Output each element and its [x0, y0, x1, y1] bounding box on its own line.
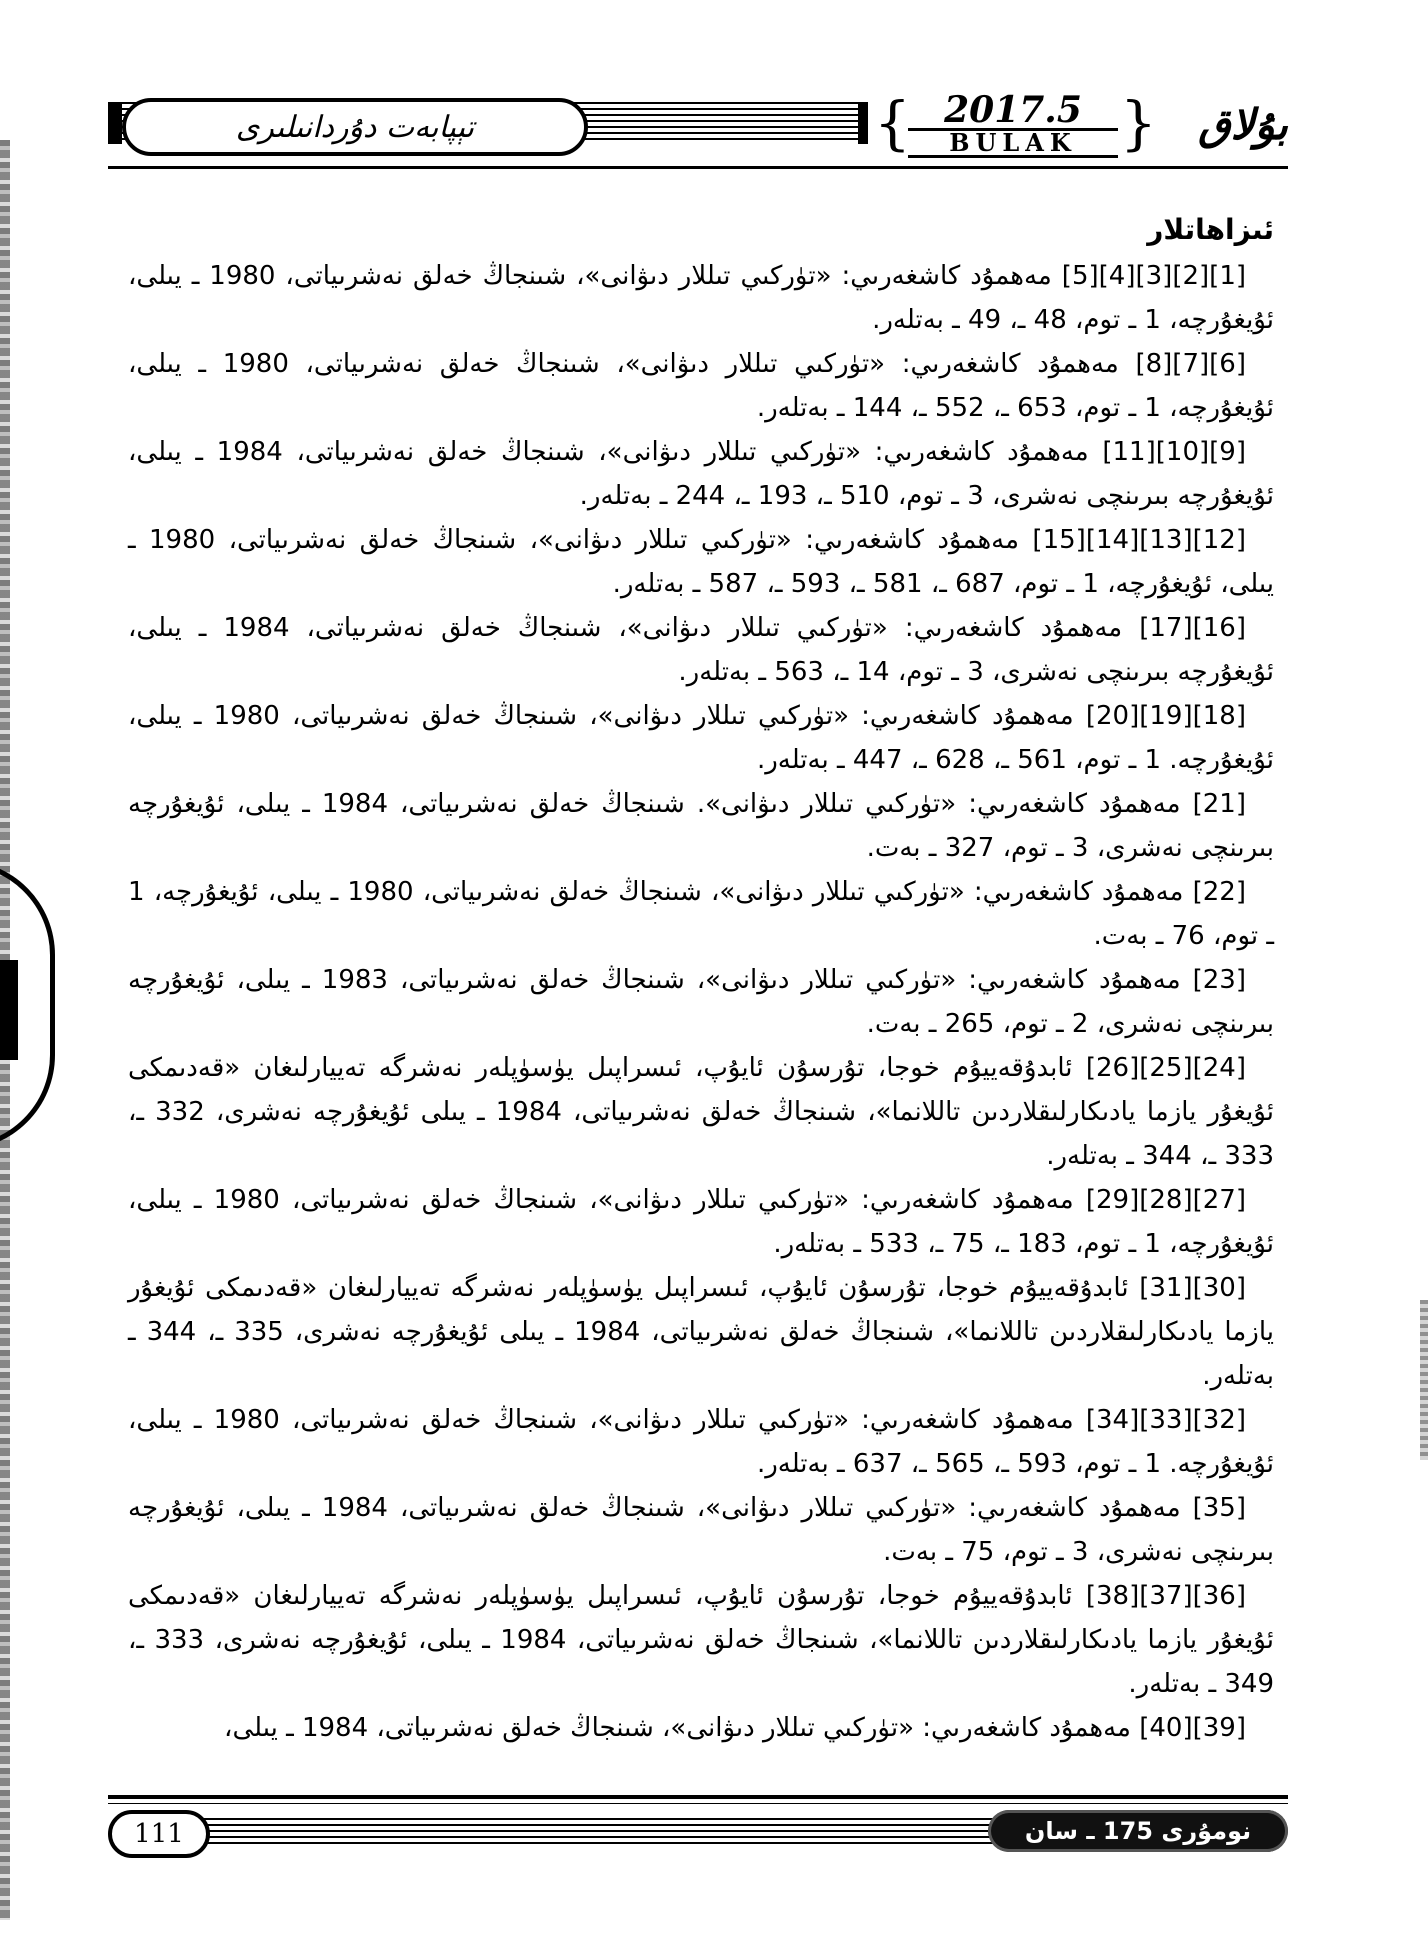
magazine-logo: بۇلاق [1198, 100, 1288, 149]
footer-divider-thin [108, 1803, 1288, 1804]
issue-date: 2017.5 [944, 89, 1082, 131]
reference-item: [9][10][11] مەھمۇد كاشغەرىي: «تۈركىي تىللار دىۋانى»، شىنجاڭ خەلق نەشرىياتى، 1984 ـ يىلى، ئۇيغۇرچە بىرىنچى نەشرى، 3 ـ توم، 510 ـ، 193 ـ، 244 ـ بەتلەر. [128, 437, 1274, 511]
reference-item: [22] مەھمۇد كاشغەرىي: «تۈركىي تىللار دىۋانى»، شىنجاڭ خەلق نەشرىياتى، 1980 ـ يىلى، ئۇيغۇرچە، 1 ـ توم، 76 ـ بەت. [128, 877, 1274, 951]
reference-item: [35] مەھمۇد كاشغەرىي: «تۈركىي تىللار دىۋانى»، شىنجاڭ خەلق نەشرىياتى، 1984 ـ يىلى، ئۇيغۇرچە بىرىنچى نەشرى، 3 ـ توم، 75 ـ بەت. [128, 1493, 1274, 1567]
issue-number-badge [988, 1810, 1288, 1852]
reference-item: [6][7][8] مەھمۇد كاشغەرىي: «تۈركىي تىللار دىۋانى»، شىنجاڭ خەلق نەشرىياتى، 1980 ـ يىلى، ئۇيغۇرچە، 1 ـ توم، 653 ـ، 552 ـ، 144 ـ بەتلەر. [128, 349, 1274, 423]
header-divider [108, 166, 1288, 169]
reference-item: [24][25][26] ئابدۇقەييۇم خوجا، تۇرسۇن ئايۇپ، ئىسراپىل يۈسۈپلەر نەشرگە تەييارلىغان «قەدىمكى ئۇيغۇر يازما يادىكارلىقلاردىن تاللانما»، شىنجاڭ خەلق نەشرىياتى، 1984 ـ يىلى ئۇيغۇرچە نەشرى، 332 ـ، 333 ـ، 344 ـ بەتلەر. [128, 1053, 1274, 1171]
references-heading: ئىزاھاتلار [1147, 213, 1274, 246]
reference-item: [30][31] ئابدۇقەييۇم خوجا، تۇرسۇن ئايۇپ، ئىسراپىل يۈسۈپلەر نەشرگە تەييارلىغان «قەدىمكى ئۇيغۇر يازما يادىكارلىقلاردىن تاللانما»، شىنجاڭ خەلق نەشرىياتى، 1984 ـ يىلى ئۇيغۇرچە نەشرى، 335 ـ، 344 ـ بەتلەر. [128, 1273, 1274, 1391]
magazine-latin-name: BULAK [908, 128, 1118, 158]
reference-item: [32][33][34] مەھمۇد كاشغەرىي: «تۈركىي تىللار دىۋانى»، شىنجاڭ خەلق نەشرىياتى، 1980 ـ يىلى، ئۇيغۇرچە. 1 ـ توم، 593 ـ، 565 ـ، 637 ـ بەتلەر. [128, 1405, 1274, 1479]
section-title-badge [122, 98, 588, 156]
footer-rule-lines [180, 1818, 1010, 1846]
scan-edge-right [1420, 1300, 1428, 1460]
reference-item: [36][37][38] ئابدۇقەييۇم خوجا، تۇرسۇن ئايۇپ، ئىسراپىل يۈسۈپلەر نەشرگە تەييارلىغان «قەدىمكى ئۇيغۇر يازما يادىكارلىقلاردىن تاللانما»، شىنجاڭ خەلق نەشرىياتى، 1984 ـ يىلى، ئۇيغۇرچە نەشرى، 333 ـ، 349 ـ بەتلەر. [128, 1581, 1274, 1699]
reference-item: [16][17] مەھمۇد كاشغەرىي: «تۈركىي تىللار دىۋانى»، شىنجاڭ خەلق نەشرىياتى، 1984 ـ يىلى، ئۇيغۇرچە بىرىنچى نەشرى، 3 ـ توم، 14 ـ، 563 ـ بەتلەر. [128, 613, 1274, 687]
reference-item: [39][40] مەھمۇد كاشغەرىي: «تۈركىي تىللار دىۋانى»، شىنجاڭ خەلق نەشرىياتى، 1984 ـ يىلى، [224, 1713, 1246, 1743]
reference-item: [27][28][29] مەھمۇد كاشغەرىي: «تۈركىي تىللار دىۋانى»، شىنجاڭ خەلق نەشرىياتى، 1980 ـ يىلى، ئۇيغۇرچە، 1 ـ توم، 183 ـ، 75 ـ، 533 ـ بەتلەر. [128, 1185, 1274, 1259]
page-header [108, 89, 1288, 162]
reference-item: [12][13][14][15] مەھمۇد كاشغەرىي: «تۈركىي تىللار دىۋانى»، شىنجاڭ خەلق نەشرىياتى، 1980 ـ يىلى، ئۇيغۇرچە، 1 ـ توم، 687 ـ، 581 ـ، 593 ـ، 587 ـ بەتلەر. [128, 525, 1274, 599]
issue-number-text: نومۇرى 175 ـ سان [1024, 1817, 1252, 1845]
bracket-left: { [874, 89, 911, 157]
scan-ink-blot [0, 960, 18, 1060]
reference-item: [21] مەھمۇد كاشغەرىي: «تۈركىي تىللار دىۋانى». شىنجاڭ خەلق نەشرىياتى، 1984 ـ يىلى، ئۇيغۇرچە بىرىنچى نەشرى، 3 ـ توم، 327 ـ بەت. [128, 789, 1274, 863]
reference-item: [18][19][20] مەھمۇد كاشغەرىي: «تۈركىي تىللار دىۋانى»، شىنجاڭ خەلق نەشرىياتى، 1980 ـ يىلى، ئۇيغۇرچە. 1 ـ توم، 561 ـ، 628 ـ، 447 ـ بەتلەر. [128, 701, 1274, 775]
page-number: 111 [108, 1810, 210, 1858]
footer-divider [108, 1795, 1288, 1799]
reference-item: [1][2][3][4][5] مەھمۇد كاشغەرىي: «تۈركىي تىللار دىۋانى»، شىنجاڭ خەلق نەشرىياتى، 1980 ـ يىلى، ئۇيغۇرچە، 1 ـ توم، 48 ـ، 49 ـ بەتلەر. [128, 261, 1274, 335]
bracket-right: } [1120, 89, 1157, 157]
reference-item: [23] مەھمۇد كاشغەرىي: «تۈركىي تىللار دىۋانى»، شىنجاڭ خەلق نەشرىياتى، 1983 ـ يىلى، ئۇيغۇرچە بىرىنچى نەشرى، 2 ـ توم، 265 ـ بەت. [128, 965, 1274, 1039]
section-title-text: تېپابەت دۇردانىلىرى [235, 109, 475, 145]
references-section [128, 208, 1274, 1750]
